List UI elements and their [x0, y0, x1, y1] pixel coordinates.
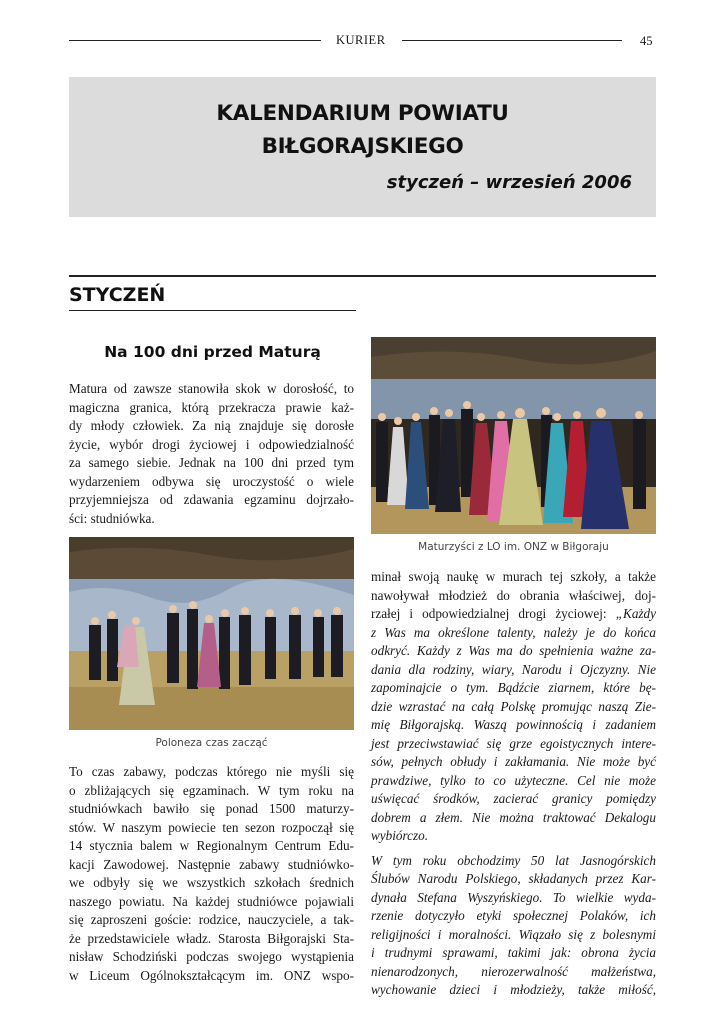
right-line: zapominajcie o tym. Bądźcie ziarnem, które bę-: [371, 680, 656, 695]
right-line: mię Biłgorajską. Waszą powinnością i zadaniem: [371, 717, 656, 732]
intro-line: za samego siebie. Jednak na 100 dni przed tym: [69, 455, 354, 470]
body-line: że przedstawiciele władz. Starosta Biłgorajski Sta-: [69, 930, 354, 946]
right-line: nawoływał młodzież do obrania właściwej, doj-: [371, 587, 656, 603]
left-body-paragraph: [69, 763, 354, 985]
right-line: z Was ma określone talenty, należy je do końca: [371, 624, 656, 640]
photo-polonaise: [69, 537, 354, 730]
right-line: uświęcać środków, zacierać granicy pomiędzy: [371, 791, 656, 806]
right-line: nienarodzonych, nierozerwalność małżeństwa,: [371, 963, 656, 979]
section-title: STYCZEŃ: [69, 284, 166, 306]
body-line: o zbliżających się egzaminach. W tym roku na: [69, 782, 354, 798]
right-line: jest przeciwstawiać się grze egoistycznych intere-: [371, 735, 656, 751]
intro-line: magiczna granica, którą przekracza prawie każ-: [69, 399, 354, 415]
right-line: rzenie dotyczyło etyki społecznej Polaków, ich: [371, 908, 656, 923]
right-line: Ślubów Narodu Polskiego, składanych przez Kar-: [371, 871, 656, 886]
body-line: we odbyły się we wszystkich szkołach średnich: [69, 875, 354, 890]
banner-title-line1: KALENDARIUM POWIATU: [216, 101, 509, 126]
body-line: w Liceum Ogólnokształcącym im. ONZ wspo-: [69, 967, 354, 983]
body-line: To czas zabawy, podczas którego nie myśli się: [69, 764, 354, 779]
right-line: W tym roku obchodzimy 50 lat Jasnogórskich: [371, 852, 656, 868]
photo-graduates: [371, 337, 656, 534]
header-rule-left: [69, 40, 321, 41]
right-line: odkryć. Każdy z Was ma do spełnienia ważne za-: [371, 643, 656, 658]
right-line: wychowanie dzieci i młodzieży, także miłość,: [371, 982, 656, 997]
header-title: KURIER: [336, 33, 386, 47]
right-line: rzałej i odpowiedzialnej drogi życiowej: „Każdy: [371, 606, 656, 621]
body-line: się zaproszeni goście: rodzice, nauczyciele, a tak-: [69, 912, 354, 927]
intro-line: ści: studniówka.: [69, 510, 155, 526]
body-line: 14 stycznia balem w Regionalnym Centrum Edu-: [69, 838, 354, 853]
article-heading: Na 100 dni przed Maturą: [104, 343, 321, 361]
right-line: i trudnymi sprawami, takimi jak: obrona życia: [371, 945, 656, 960]
caption-polonaise: Poloneza czas zacząć: [155, 737, 268, 749]
section-rule-bottom: [69, 310, 356, 311]
intro-line: życie, wybór drogi życiowej i odpowiedzialność: [69, 436, 354, 452]
right-line: dynała Stefana Wyszyńskiego. To wielkie wyda-: [371, 889, 656, 905]
intro-line: Matura od zawsze stanowiła skok w dorosłość, to: [69, 381, 354, 396]
intro-line: wydarzeniem odbywa się uroczystość o wiele: [69, 473, 354, 489]
body-line: kacji Zawodowej. Następnie zabawy studniówko-: [69, 856, 354, 872]
body-line: naszego powiatu. Na każdej studniówce pojawiali: [69, 893, 354, 909]
banner-subtitle: styczeń – wrzesień 2006: [386, 172, 632, 193]
banner-title-line2: BIŁGORAJSKIEGO: [261, 134, 464, 159]
right-line: minał swoją naukę w murach tej szkoły, a także: [371, 569, 656, 584]
right-line: dobrem a złem. Nie można traktować Dekalogu: [371, 809, 656, 825]
intro-line: przyjemniejsza od zdawania egzaminu dojrzało-: [69, 492, 354, 507]
right-line: religijności i moralności. Wiązało się z bolesnymi: [371, 926, 656, 942]
caption-graduates: Maturzyści z LO im. ONZ w Biłgoraju: [418, 541, 609, 553]
right-line: prawdziwe, tylko to co użyteczne. Cel nie może: [371, 772, 656, 788]
right-line: wybiórczo.: [371, 828, 429, 843]
page-number: 45: [640, 34, 653, 48]
left-intro-paragraph: [69, 380, 354, 528]
right-line: dzie wzrastać na całą Polskę promując naszą Zie-: [371, 698, 656, 714]
right-column-text: [371, 568, 656, 1000]
header-rule-right: [402, 40, 622, 41]
body-line: stów. W naszym powiecie ten sezon rozpoczął się: [69, 819, 354, 835]
body-line: studniówkach bawiło się ponad 1500 maturzy-: [69, 801, 354, 816]
intro-line: dy młody człowiek. Za nią znajduje się dorosłe: [69, 418, 354, 433]
right-line: sów, pełnych obłudy i zakłamania. Nie może być: [371, 754, 656, 769]
section-rule-top: [69, 275, 656, 277]
right-line: dania dla rodziny, wiary, Narodu i Ojczyzny. Nie: [371, 661, 656, 677]
title-banner: [69, 77, 656, 217]
body-line: nisław Schodziński podczas swojego wystąpienia: [69, 949, 354, 964]
